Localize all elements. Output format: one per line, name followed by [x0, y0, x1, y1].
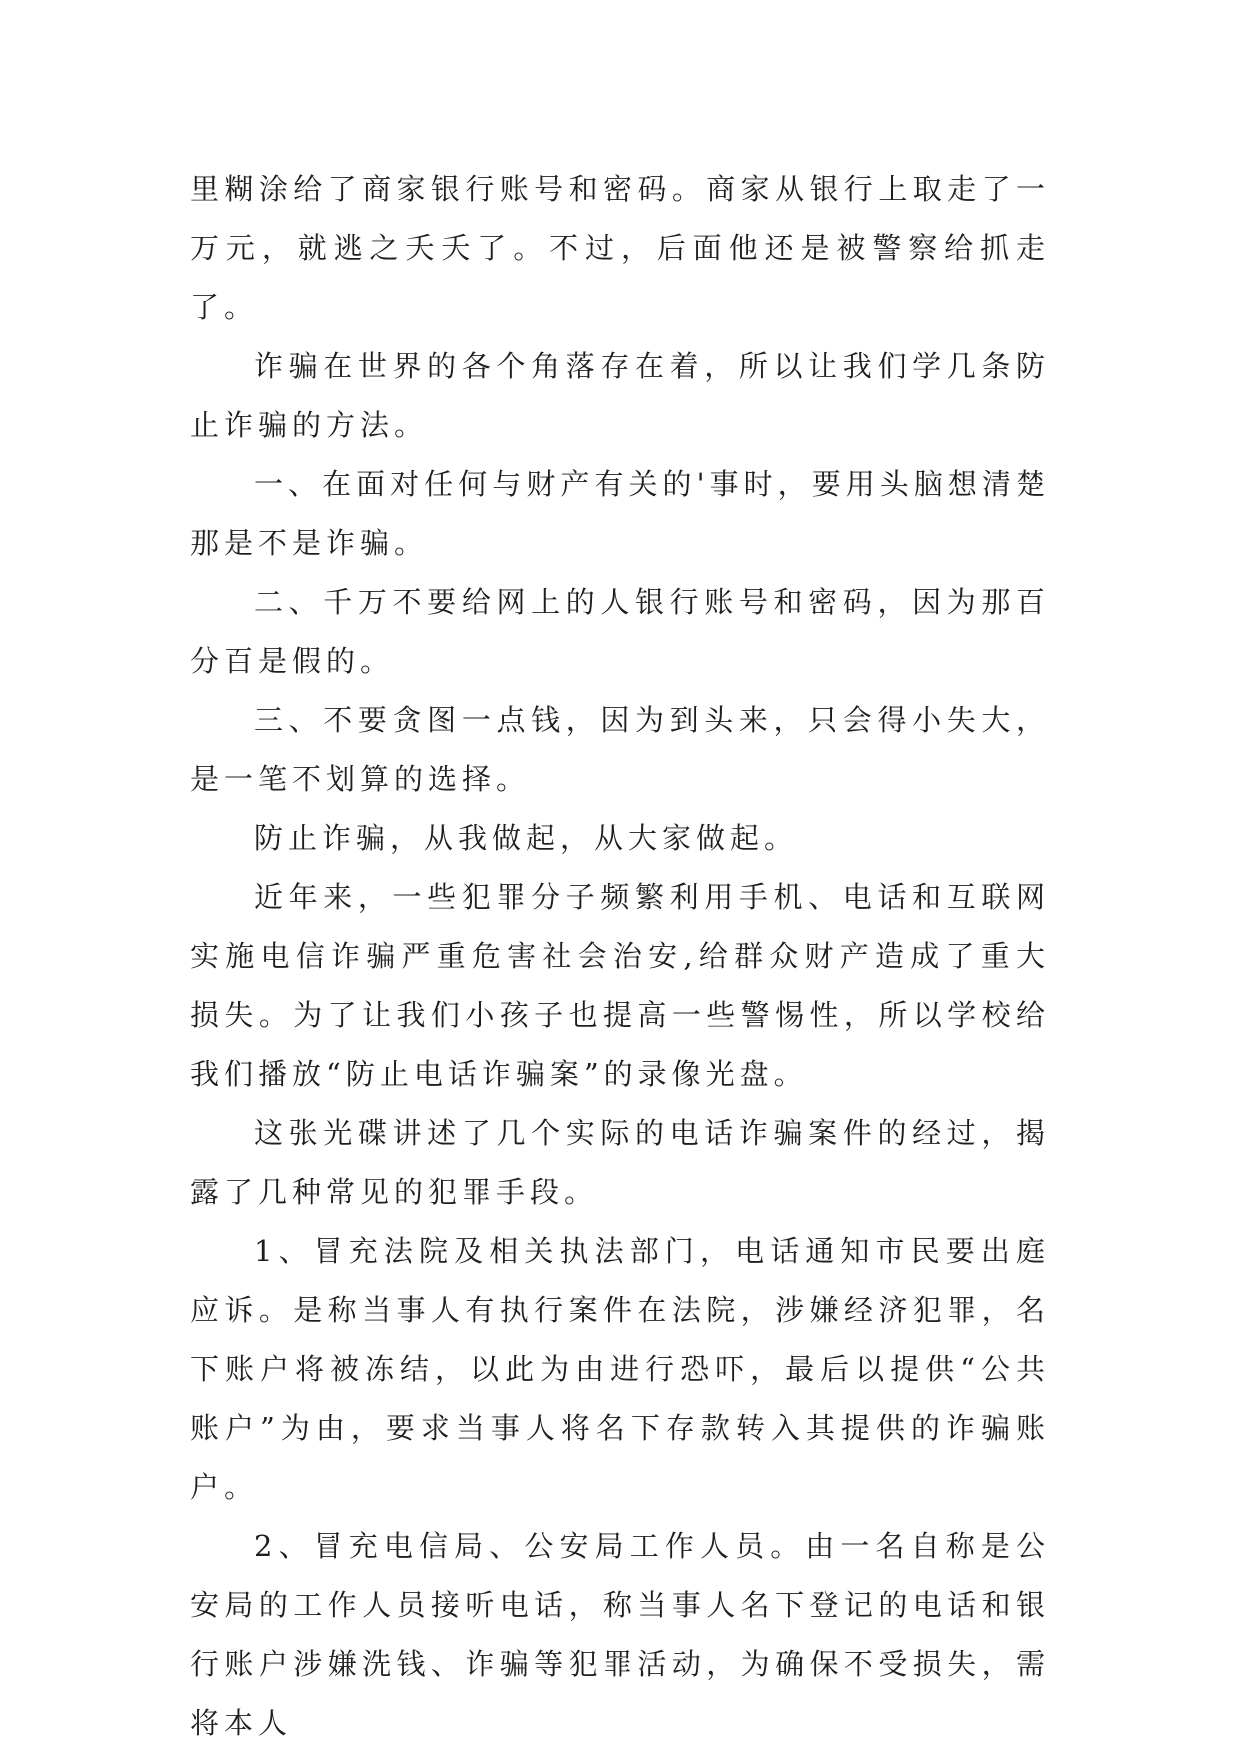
paragraph: 一、在面对任何与财产有关的'事时，要用头脑想清楚那是不是诈骗。	[190, 467, 1050, 560]
paragraph: 近年来，一些犯罪分子频繁利用手机、电话和互联网实施电信诈骗严重危害社会治安,给群众财产造成了重大损失。为了让我们小孩子也提高一些警惕性，所以学校给我们播放“防止电话诈骗案”的录像光盘。	[190, 880, 1050, 1091]
paragraph: 里糊涂给了商家银行账号和密码。商家从银行上取走了一万元，就逃之夭夭了。不过，后面他还是被警察给抓走了。	[190, 172, 1050, 324]
document-body	[190, 160, 1050, 1753]
paragraph: 防止诈骗，从我做起，从大家做起。	[254, 821, 799, 855]
paragraph: 这张光碟讲述了几个实际的电话诈骗案件的经过，揭露了几种常见的犯罪手段。	[190, 1116, 1050, 1209]
paragraph: 2、冒充电信局、公安局工作人员。由一名自称是公安局的工作人员接听电话，称当事人名下登记的电话和银行账户涉嫌洗钱、诈骗等犯罪活动，为确保不受损失，需将本人	[190, 1529, 1050, 1740]
paragraph: 二、千万不要给网上的人银行账号和密码，因为那百分百是假的。	[190, 585, 1050, 678]
paragraph: 1、冒充法院及相关执法部门，电话通知市民要出庭应诉。是称当事人有执行案件在法院，涉嫌经济犯罪，名下账户将被冻结，以此为由进行恐吓，最后以提供“公共账户”为由，要求当事人将名下存款转入其提供的诈骗账户。	[190, 1234, 1050, 1504]
paragraph: 三、不要贪图一点钱，因为到头来，只会得小失大，是一笔不划算的选择。	[190, 703, 1050, 796]
paragraph: 诈骗在世界的各个角落存在着，所以让我们学几条防止诈骗的方法。	[190, 349, 1050, 442]
